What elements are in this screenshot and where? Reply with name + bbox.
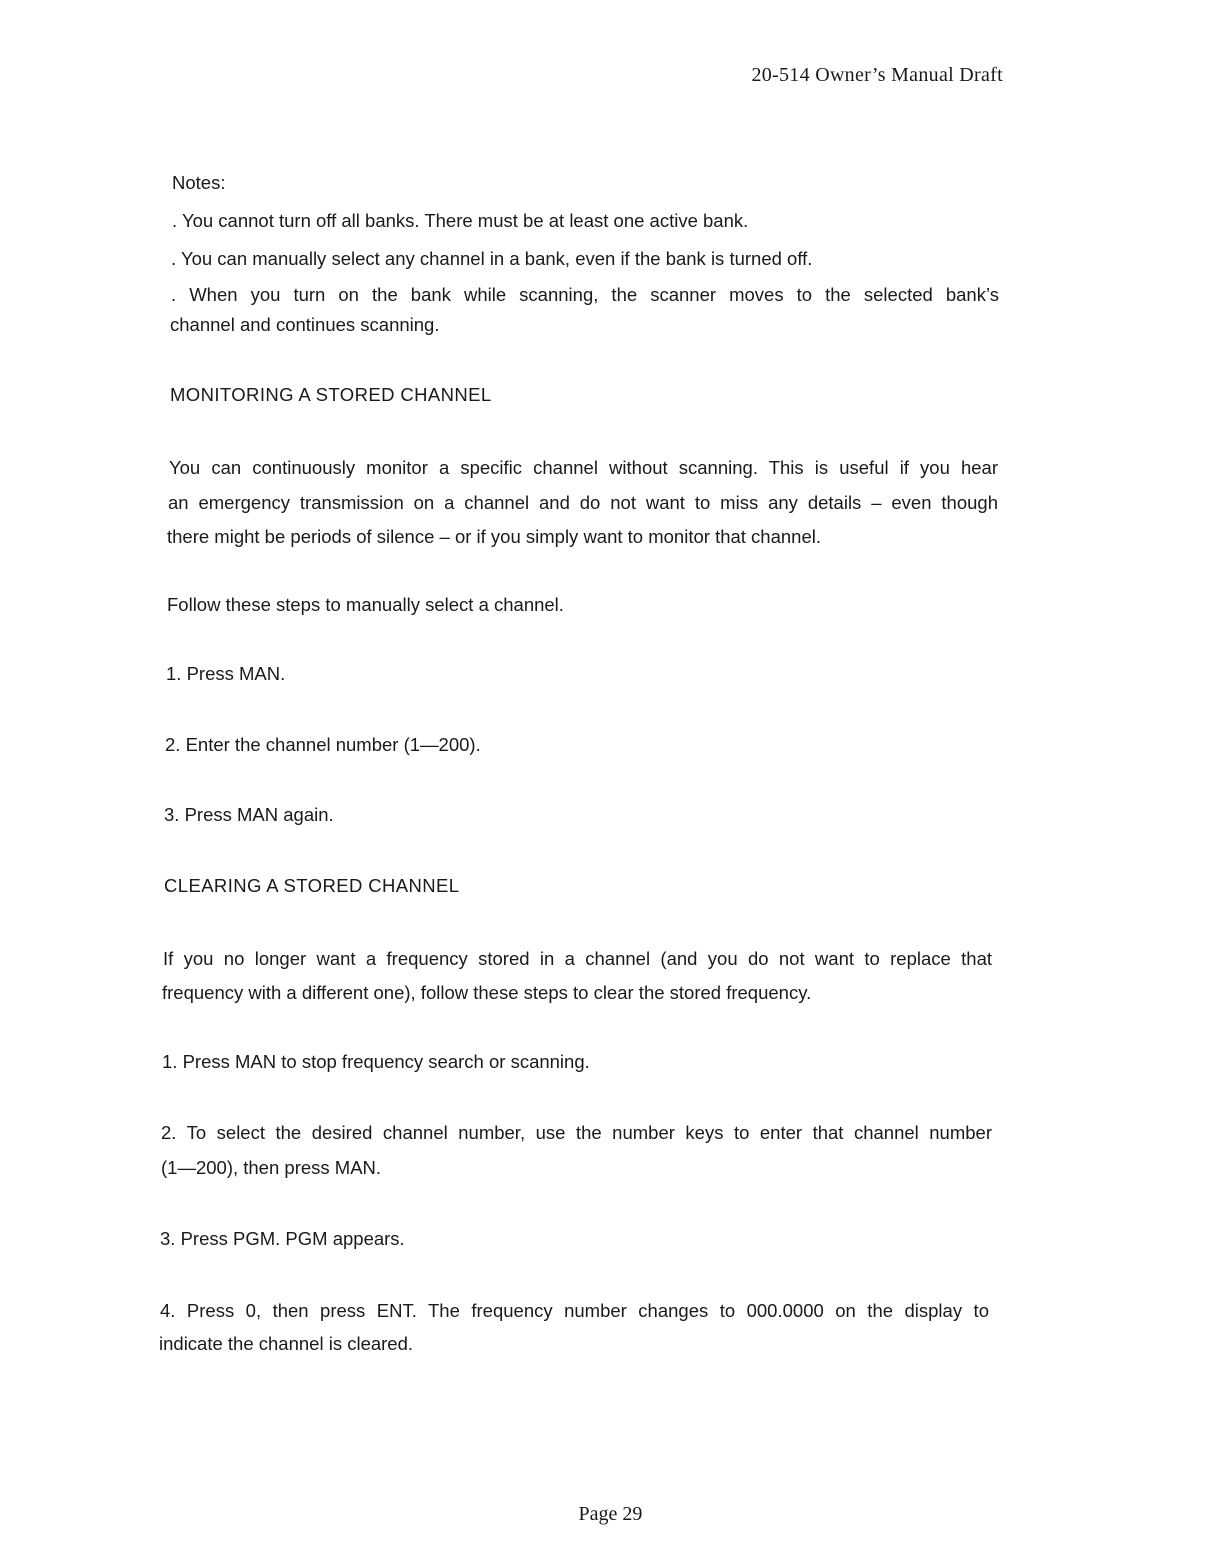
note-item: . You cannot turn off all banks. There must be at least one active bank. bbox=[172, 210, 749, 231]
note-item-continuation: channel and continues scanning. bbox=[170, 314, 440, 335]
clearing-step: 4. Press 0, then press ENT. The frequency number changes to 000.0000 on the display to bbox=[160, 1300, 989, 1321]
monitoring-step: 2. Enter the channel number (1—200). bbox=[165, 734, 481, 755]
notes-label: Notes: bbox=[172, 172, 226, 193]
monitoring-paragraph-line: an emergency transmission on a channel and do not want to miss any details – even though bbox=[168, 492, 998, 513]
clearing-step: 3. Press PGM. PGM appears. bbox=[160, 1228, 405, 1249]
note-item: . You can manually select any channel in a bank, even if the bank is turned off. bbox=[171, 248, 813, 269]
monitoring-step: 1. Press MAN. bbox=[166, 663, 286, 684]
manual-header-title: 20-514 Owner’s Manual Draft bbox=[751, 64, 1003, 86]
clearing-step: 1. Press MAN to stop frequency search or scanning. bbox=[162, 1051, 590, 1072]
clearing-heading: CLEARING A STORED CHANNEL bbox=[164, 875, 460, 896]
monitoring-paragraph-line: there might be periods of silence – or if you simply want to monitor that channel. bbox=[167, 526, 822, 547]
monitoring-paragraph-line: You can continuously monitor a specific channel without scanning. This is useful if you hear bbox=[169, 457, 998, 478]
clearing-step: 2. To select the desired channel number, use the number keys to enter that channel number bbox=[161, 1122, 992, 1143]
note-item: . When you turn on the bank while scanning, the scanner moves to the selected bank’s bbox=[171, 284, 999, 305]
monitoring-heading: MONITORING A STORED CHANNEL bbox=[170, 384, 492, 405]
clearing-paragraph-line: frequency with a different one), follow these steps to clear the stored frequency. bbox=[162, 982, 812, 1003]
page-number: Page 29 bbox=[578, 1503, 643, 1525]
clearing-paragraph-line: If you no longer want a frequency stored in a channel (and you do not want to replace that bbox=[163, 948, 992, 969]
clearing-step-continuation: (1—200), then press MAN. bbox=[161, 1157, 382, 1178]
monitoring-intro: Follow these steps to manually select a channel. bbox=[167, 594, 564, 615]
monitoring-step: 3. Press MAN again. bbox=[164, 804, 334, 825]
clearing-step-continuation: indicate the channel is cleared. bbox=[159, 1333, 414, 1354]
